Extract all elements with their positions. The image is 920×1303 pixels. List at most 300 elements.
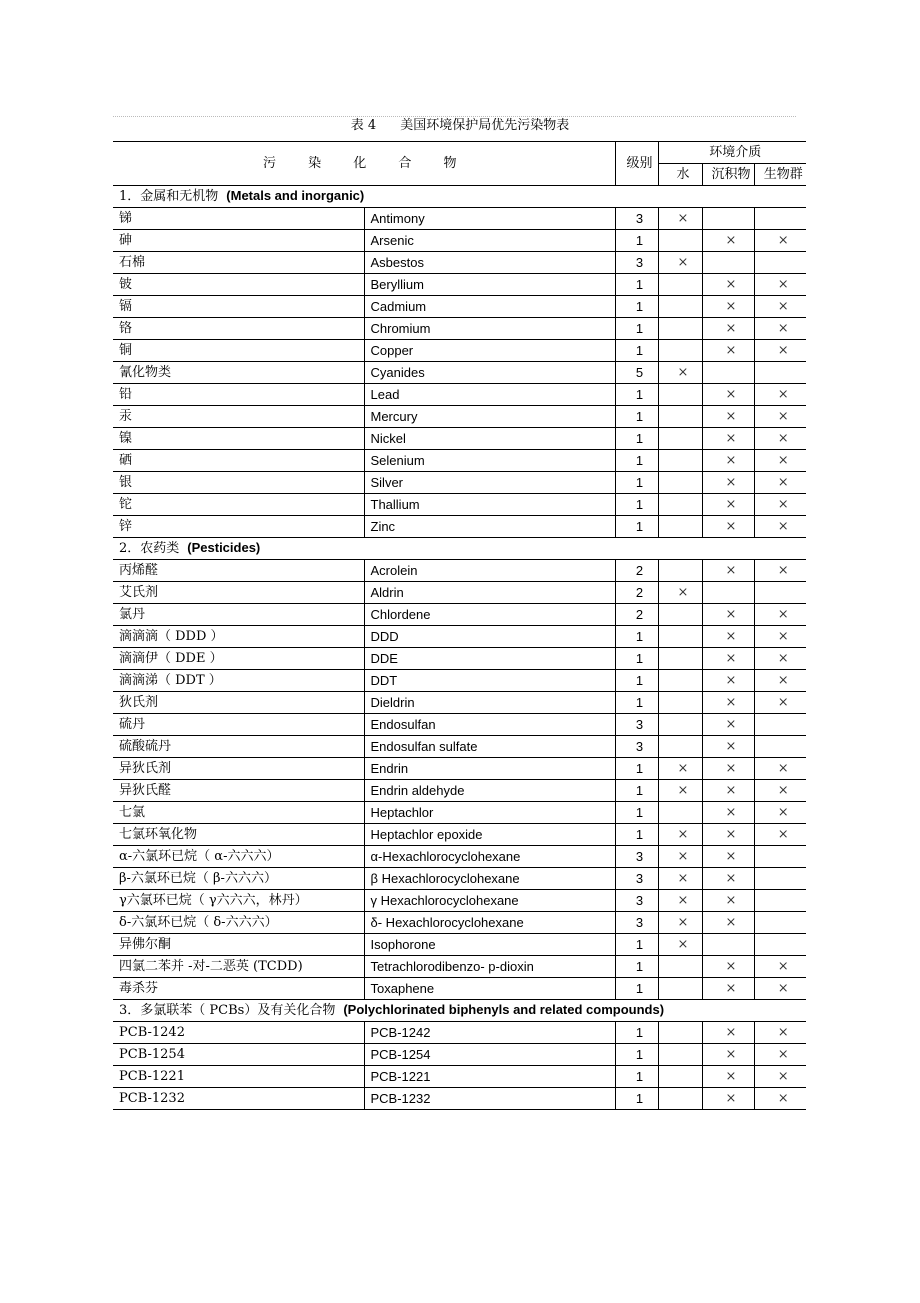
- biota-mark: ×: [777, 320, 789, 336]
- sediment-mark: ×: [725, 496, 737, 512]
- compound-en: Silver: [364, 472, 615, 494]
- water-mark-cell: [658, 208, 702, 230]
- pollutant-table: [113, 141, 806, 1110]
- table-row: [113, 758, 806, 780]
- caption-title: 美国环境保护局优先污染物表: [400, 118, 570, 133]
- section-title-en: (Polychlorinated biphenyls and related compounds): [343, 1002, 665, 1017]
- section-title-cn: 2．农药类: [119, 541, 180, 556]
- caption-number: 表 4: [350, 118, 377, 133]
- table-row: [113, 406, 806, 428]
- compound-cn: 滴滴伊（ DDE ）: [113, 648, 364, 670]
- sediment-mark: ×: [725, 672, 737, 688]
- header-biota: 生物群: [754, 164, 806, 186]
- biota-mark-cell: [754, 318, 806, 340]
- compound-en: Nickel: [364, 428, 615, 450]
- table-row: [113, 362, 806, 384]
- compound-en: Selenium: [364, 450, 615, 472]
- compound-en: PCB-1242: [364, 1022, 615, 1044]
- compound-en: Endrin aldehyde: [364, 780, 615, 802]
- priority-level: 1: [615, 824, 658, 846]
- water-mark-cell: [658, 780, 702, 802]
- sediment-mark-cell: [702, 1066, 754, 1088]
- sediment-mark: ×: [725, 826, 737, 842]
- biota-mark: ×: [777, 386, 789, 402]
- table-row: [113, 802, 806, 824]
- table-row: [113, 846, 806, 868]
- compound-en: Cadmium: [364, 296, 615, 318]
- sediment-mark-cell: [702, 912, 754, 934]
- compound-en: α-Hexachlorocyclohexane: [364, 846, 615, 868]
- table-row: [113, 208, 806, 230]
- header-water: 水: [658, 164, 702, 186]
- compound-cn: 铅: [113, 384, 364, 406]
- water-mark-cell: [658, 692, 702, 714]
- table-row: [113, 714, 806, 736]
- water-mark-cell: [658, 494, 702, 516]
- water-mark: ×: [677, 892, 689, 908]
- biota-mark-cell: [754, 362, 806, 384]
- sediment-mark-cell: [702, 296, 754, 318]
- priority-level: 1: [615, 1066, 658, 1088]
- compound-en: Heptachlor epoxide: [364, 824, 615, 846]
- biota-mark-cell: [754, 758, 806, 780]
- water-mark-cell: [658, 824, 702, 846]
- water-mark-cell: [658, 714, 702, 736]
- biota-mark-cell: [754, 604, 806, 626]
- compound-cn: 异狄氏剂: [113, 758, 364, 780]
- compound-en: Endosulfan sulfate: [364, 736, 615, 758]
- compound-cn: 镉: [113, 296, 364, 318]
- table-row: [113, 230, 806, 252]
- sediment-mark: ×: [725, 716, 737, 732]
- priority-level: 1: [615, 274, 658, 296]
- biota-mark-cell: [754, 824, 806, 846]
- biota-mark: ×: [777, 518, 789, 534]
- priority-level: 1: [615, 472, 658, 494]
- biota-mark-cell: [754, 956, 806, 978]
- biota-mark: ×: [777, 672, 789, 688]
- priority-level: 1: [615, 1022, 658, 1044]
- biota-mark-cell: [754, 252, 806, 274]
- section-title: [113, 538, 806, 560]
- compound-en: Chlordene: [364, 604, 615, 626]
- compound-cn: 异佛尔酮: [113, 934, 364, 956]
- water-mark: ×: [677, 870, 689, 886]
- compound-en: Isophorone: [364, 934, 615, 956]
- sediment-mark-cell: [702, 252, 754, 274]
- sediment-mark: ×: [725, 958, 737, 974]
- sediment-mark-cell: [702, 802, 754, 824]
- water-mark-cell: [658, 384, 702, 406]
- compound-en: Cyanides: [364, 362, 615, 384]
- table-row: [113, 560, 806, 582]
- sediment-mark: ×: [725, 298, 737, 314]
- priority-level: 1: [615, 780, 658, 802]
- section-title: [113, 186, 806, 208]
- water-mark-cell: [658, 1044, 702, 1066]
- table-row: [113, 450, 806, 472]
- sediment-mark: ×: [725, 320, 737, 336]
- compound-en: DDD: [364, 626, 615, 648]
- compound-en: Mercury: [364, 406, 615, 428]
- biota-mark-cell: [754, 406, 806, 428]
- biota-mark-cell: [754, 692, 806, 714]
- priority-level: 1: [615, 450, 658, 472]
- sediment-mark: ×: [725, 606, 737, 622]
- water-mark-cell: [658, 802, 702, 824]
- water-mark-cell: [658, 230, 702, 252]
- header-sediment: 沉积物: [702, 164, 754, 186]
- table-row: [113, 780, 806, 802]
- sediment-mark-cell: [702, 868, 754, 890]
- sediment-mark-cell: [702, 560, 754, 582]
- sediment-mark-cell: [702, 450, 754, 472]
- biota-mark-cell: [754, 494, 806, 516]
- compound-en: γ Hexachlorocyclohexane: [364, 890, 615, 912]
- compound-en: Endosulfan: [364, 714, 615, 736]
- biota-mark-cell: [754, 560, 806, 582]
- water-mark-cell: [658, 890, 702, 912]
- sediment-mark-cell: [702, 384, 754, 406]
- section-title-cn: 1．金属和无机物: [119, 189, 219, 204]
- priority-level: 1: [615, 1088, 658, 1110]
- sediment-mark-cell: [702, 736, 754, 758]
- compound-cn: 滴滴涕（ DDT ）: [113, 670, 364, 692]
- sediment-mark-cell: [702, 472, 754, 494]
- header-row-1: [113, 142, 806, 164]
- sediment-mark-cell: [702, 406, 754, 428]
- water-mark-cell: [658, 318, 702, 340]
- compound-en: δ- Hexachlorocyclohexane: [364, 912, 615, 934]
- sediment-mark: ×: [725, 518, 737, 534]
- sediment-mark-cell: [702, 1022, 754, 1044]
- compound-en: Acrolein: [364, 560, 615, 582]
- section-row: [113, 186, 806, 208]
- water-mark-cell: [658, 912, 702, 934]
- compound-cn: 硒: [113, 450, 364, 472]
- compound-en: Endrin: [364, 758, 615, 780]
- compound-cn: 镍: [113, 428, 364, 450]
- table-row: [113, 1044, 806, 1066]
- table-row: [113, 516, 806, 538]
- priority-level: 2: [615, 582, 658, 604]
- biota-mark-cell: [754, 912, 806, 934]
- water-mark-cell: [658, 670, 702, 692]
- priority-level: 1: [615, 494, 658, 516]
- compound-cn: 丙烯醛: [113, 560, 364, 582]
- section-row: [113, 1000, 806, 1022]
- compound-cn: 石棉: [113, 252, 364, 274]
- compound-cn: δ-六氯环已烷（ δ-六六六）: [113, 912, 364, 934]
- sediment-mark: ×: [725, 1024, 737, 1040]
- water-mark-cell: [658, 582, 702, 604]
- compound-en: DDT: [364, 670, 615, 692]
- compound-cn: 铜: [113, 340, 364, 362]
- biota-mark: ×: [777, 760, 789, 776]
- compound-en: DDE: [364, 648, 615, 670]
- water-mark-cell: [658, 560, 702, 582]
- biota-mark: ×: [777, 1046, 789, 1062]
- biota-mark-cell: [754, 934, 806, 956]
- biota-mark-cell: [754, 1088, 806, 1110]
- biota-mark-cell: [754, 736, 806, 758]
- sediment-mark: ×: [725, 276, 737, 292]
- biota-mark: ×: [777, 1068, 789, 1084]
- compound-cn: 铬: [113, 318, 364, 340]
- biota-mark-cell: [754, 780, 806, 802]
- water-mark-cell: [658, 340, 702, 362]
- compound-cn: 毒杀芬: [113, 978, 364, 1000]
- biota-mark: ×: [777, 628, 789, 644]
- biota-mark-cell: [754, 648, 806, 670]
- biota-mark-cell: [754, 1022, 806, 1044]
- table-row: [113, 384, 806, 406]
- table-row: [113, 736, 806, 758]
- sediment-mark: ×: [725, 914, 737, 930]
- compound-cn: 七氯环氧化物: [113, 824, 364, 846]
- biota-mark-cell: [754, 1066, 806, 1088]
- priority-level: 2: [615, 604, 658, 626]
- compound-cn: 银: [113, 472, 364, 494]
- biota-mark: ×: [777, 980, 789, 996]
- compound-cn: PCB-1221: [113, 1066, 364, 1088]
- compound-en: Beryllium: [364, 274, 615, 296]
- sediment-mark-cell: [702, 758, 754, 780]
- table-row: [113, 670, 806, 692]
- compound-en: PCB-1254: [364, 1044, 615, 1066]
- table-row: [113, 296, 806, 318]
- priority-level: 1: [615, 956, 658, 978]
- priority-level: 1: [615, 934, 658, 956]
- compound-cn: PCB-1232: [113, 1088, 364, 1110]
- biota-mark-cell: [754, 428, 806, 450]
- sediment-mark: ×: [725, 848, 737, 864]
- section-title-en: (Metals and inorganic): [226, 188, 365, 203]
- sediment-mark-cell: [702, 604, 754, 626]
- biota-mark-cell: [754, 978, 806, 1000]
- water-mark: ×: [677, 782, 689, 798]
- biota-mark-cell: [754, 868, 806, 890]
- priority-level: 1: [615, 406, 658, 428]
- sediment-mark-cell: [702, 692, 754, 714]
- sediment-mark: ×: [725, 452, 737, 468]
- compound-en: Asbestos: [364, 252, 615, 274]
- water-mark-cell: [658, 934, 702, 956]
- water-mark-cell: [658, 406, 702, 428]
- sediment-mark: ×: [725, 782, 737, 798]
- biota-mark-cell: [754, 296, 806, 318]
- biota-mark-cell: [754, 230, 806, 252]
- compound-cn: PCB-1254: [113, 1044, 364, 1066]
- biota-mark: ×: [777, 1024, 789, 1040]
- sediment-mark-cell: [702, 670, 754, 692]
- biota-mark: ×: [777, 474, 789, 490]
- compound-cn: PCB-1242: [113, 1022, 364, 1044]
- table-body: [113, 142, 806, 1110]
- water-mark-cell: [658, 472, 702, 494]
- table-row: [113, 934, 806, 956]
- compound-cn: γ六氯环已烷（ γ六六六，林丹）: [113, 890, 364, 912]
- water-mark-cell: [658, 846, 702, 868]
- water-mark-cell: [658, 428, 702, 450]
- header-level: 级别: [615, 142, 658, 186]
- sediment-mark: ×: [725, 628, 737, 644]
- table-caption: [0, 114, 920, 133]
- priority-level: 5: [615, 362, 658, 384]
- table-row: [113, 692, 806, 714]
- compound-cn: 硫丹: [113, 714, 364, 736]
- priority-level: 1: [615, 296, 658, 318]
- sediment-mark: ×: [725, 562, 737, 578]
- priority-level: 1: [615, 626, 658, 648]
- compound-en: Thallium: [364, 494, 615, 516]
- compound-en: Dieldrin: [364, 692, 615, 714]
- compound-cn: 砷: [113, 230, 364, 252]
- biota-mark: ×: [777, 496, 789, 512]
- compound-cn: 狄氏剂: [113, 692, 364, 714]
- table-row: [113, 890, 806, 912]
- water-mark-cell: [658, 516, 702, 538]
- water-mark: ×: [677, 848, 689, 864]
- priority-level: 3: [615, 890, 658, 912]
- table-row: [113, 956, 806, 978]
- sediment-mark: ×: [725, 342, 737, 358]
- water-mark: ×: [677, 210, 689, 226]
- compound-cn: 硫酸硫丹: [113, 736, 364, 758]
- table-row: [113, 626, 806, 648]
- priority-level: 1: [615, 318, 658, 340]
- sediment-mark-cell: [702, 208, 754, 230]
- sediment-mark-cell: [702, 274, 754, 296]
- compound-en: Chromium: [364, 318, 615, 340]
- compound-en: Copper: [364, 340, 615, 362]
- sediment-mark-cell: [702, 824, 754, 846]
- table-row: [113, 824, 806, 846]
- sediment-mark-cell: [702, 1088, 754, 1110]
- table-row: [113, 1088, 806, 1110]
- biota-mark-cell: [754, 626, 806, 648]
- compound-cn: 汞: [113, 406, 364, 428]
- sediment-mark-cell: [702, 780, 754, 802]
- sediment-mark-cell: [702, 1044, 754, 1066]
- water-mark: ×: [677, 584, 689, 600]
- water-mark-cell: [658, 274, 702, 296]
- biota-mark-cell: [754, 450, 806, 472]
- compound-cn: 异狄氏醛: [113, 780, 364, 802]
- sediment-mark-cell: [702, 978, 754, 1000]
- priority-level: 1: [615, 802, 658, 824]
- compound-en: β Hexachlorocyclohexane: [364, 868, 615, 890]
- sediment-mark: ×: [725, 760, 737, 776]
- water-mark-cell: [658, 252, 702, 274]
- table-row: [113, 274, 806, 296]
- sediment-mark: ×: [725, 430, 737, 446]
- sediment-mark: ×: [725, 738, 737, 754]
- water-mark-cell: [658, 956, 702, 978]
- compound-cn: β-六氯环已烷（ β-六六六）: [113, 868, 364, 890]
- biota-mark-cell: [754, 384, 806, 406]
- table-row: [113, 868, 806, 890]
- sediment-mark-cell: [702, 934, 754, 956]
- compound-cn: 滴滴滴（ DDD ）: [113, 626, 364, 648]
- compound-en: Toxaphene: [364, 978, 615, 1000]
- compound-cn: 七氯: [113, 802, 364, 824]
- sediment-mark-cell: [702, 648, 754, 670]
- sediment-mark: ×: [725, 232, 737, 248]
- sediment-mark-cell: [702, 362, 754, 384]
- header-env-media: 环境介质: [658, 142, 806, 164]
- sediment-mark: ×: [725, 650, 737, 666]
- table-row: [113, 472, 806, 494]
- biota-mark: ×: [777, 606, 789, 622]
- table-row: [113, 978, 806, 1000]
- water-mark-cell: [658, 758, 702, 780]
- compound-en: Arsenic: [364, 230, 615, 252]
- priority-level: 3: [615, 714, 658, 736]
- biota-mark: ×: [777, 342, 789, 358]
- priority-level: 1: [615, 670, 658, 692]
- section-title: [113, 1000, 806, 1022]
- compound-cn: 氯丹: [113, 604, 364, 626]
- water-mark-cell: [658, 1022, 702, 1044]
- water-mark-cell: [658, 296, 702, 318]
- water-mark: ×: [677, 914, 689, 930]
- priority-level: 2: [615, 560, 658, 582]
- compound-en: Lead: [364, 384, 615, 406]
- sediment-mark: ×: [725, 892, 737, 908]
- compound-cn: 锑: [113, 208, 364, 230]
- sediment-mark: ×: [725, 1068, 737, 1084]
- biota-mark-cell: [754, 208, 806, 230]
- priority-level: 3: [615, 736, 658, 758]
- compound-cn: α-六氯环已烷（ α-六六六）: [113, 846, 364, 868]
- biota-mark-cell: [754, 1044, 806, 1066]
- section-title-cn: 3．多氯联苯（ PCBs）及有关化合物: [119, 1003, 336, 1018]
- table-row: [113, 428, 806, 450]
- sediment-mark-cell: [702, 428, 754, 450]
- biota-mark: ×: [777, 804, 789, 820]
- priority-level: 1: [615, 692, 658, 714]
- compound-cn: 铍: [113, 274, 364, 296]
- water-mark-cell: [658, 450, 702, 472]
- sediment-mark-cell: [702, 582, 754, 604]
- sediment-mark-cell: [702, 956, 754, 978]
- water-mark: ×: [677, 826, 689, 842]
- table-row: [113, 648, 806, 670]
- sediment-mark: ×: [725, 474, 737, 490]
- biota-mark-cell: [754, 274, 806, 296]
- table-row: [113, 252, 806, 274]
- compound-en: Tetrachlorodibenzo- p-dioxin: [364, 956, 615, 978]
- compound-cn: 艾氏剂: [113, 582, 364, 604]
- biota-mark: ×: [777, 958, 789, 974]
- compound-cn: 氰化物类: [113, 362, 364, 384]
- water-mark: ×: [677, 936, 689, 952]
- priority-level: 1: [615, 340, 658, 362]
- sediment-mark: ×: [725, 1046, 737, 1062]
- biota-mark: ×: [777, 430, 789, 446]
- sediment-mark: ×: [725, 804, 737, 820]
- water-mark-cell: [658, 1066, 702, 1088]
- sediment-mark-cell: [702, 230, 754, 252]
- sediment-mark: ×: [725, 386, 737, 402]
- priority-level: 1: [615, 428, 658, 450]
- compound-en: Heptachlor: [364, 802, 615, 824]
- compound-en: PCB-1221: [364, 1066, 615, 1088]
- table-row: [113, 494, 806, 516]
- priority-level: 1: [615, 758, 658, 780]
- biota-mark: ×: [777, 276, 789, 292]
